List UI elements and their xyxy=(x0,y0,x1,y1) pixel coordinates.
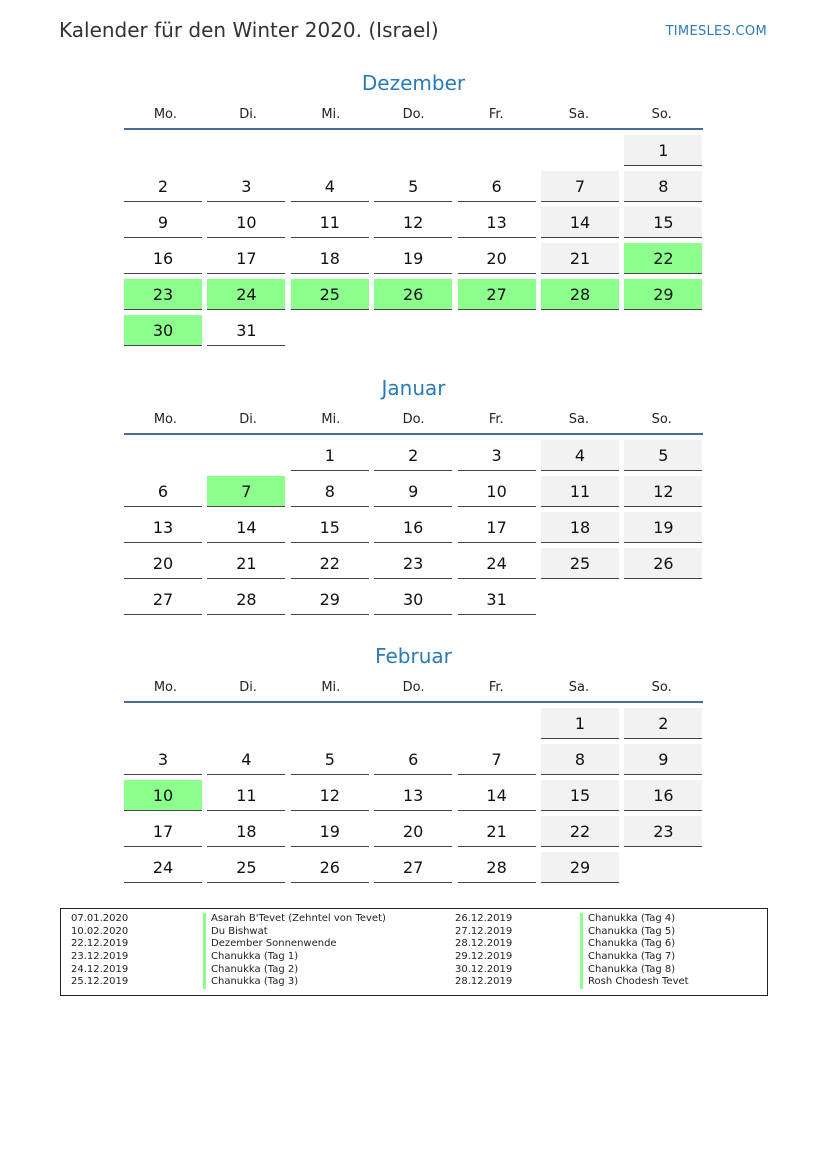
day-cell: 30 xyxy=(374,584,452,615)
legend-holiday-name: Chanukka (Tag 1) xyxy=(203,951,386,964)
legend-date: 30.12.2019 xyxy=(455,963,513,975)
weekday-label: Mo. xyxy=(153,680,177,695)
legend-date: 25.12.2019 xyxy=(71,976,129,988)
day-cell: 22 xyxy=(291,548,369,579)
brand-logo-text[interactable]: TIMESLES.COM xyxy=(665,24,767,39)
day-cell: 11 xyxy=(207,780,285,811)
legend-dates-left xyxy=(71,913,128,989)
day-cell: 9 xyxy=(124,207,202,238)
day-cell: 24 xyxy=(124,852,202,883)
legend-holiday-name: Rosh Chodesh Tevet xyxy=(580,976,689,989)
day-cell: 2 xyxy=(124,171,202,202)
weekday-label: Mo. xyxy=(153,412,177,427)
weekday-label: Sa. xyxy=(568,107,590,122)
day-cell: 22 xyxy=(541,816,619,847)
month-february xyxy=(124,641,703,888)
month-title: Februar xyxy=(375,644,452,668)
day-cell: 4 xyxy=(207,744,285,775)
day-cell: 14 xyxy=(207,512,285,543)
day-cell: 11 xyxy=(541,476,619,507)
day-cell: 31 xyxy=(207,315,285,346)
day-cell: 4 xyxy=(291,171,369,202)
legend-date: 24.12.2019 xyxy=(71,963,129,975)
legend-holiday-name: Du Bishwat xyxy=(203,926,386,939)
legend-holiday-name: Chanukka (Tag 8) xyxy=(580,964,689,977)
legend-holiday-name: Chanukka (Tag 7) xyxy=(580,951,689,964)
day-cell: 7 xyxy=(541,171,619,202)
weekday-label: Di. xyxy=(239,107,257,122)
weekday-label: Di. xyxy=(239,412,257,427)
month-december xyxy=(124,68,703,351)
day-cell: 18 xyxy=(541,512,619,543)
day-cell: 29 xyxy=(624,279,702,310)
day-cell: 27 xyxy=(374,852,452,883)
legend-date: 07.01.2020 xyxy=(71,913,129,924)
day-cell: 27 xyxy=(124,584,202,615)
day-cell: 8 xyxy=(624,171,702,202)
day-cell: 21 xyxy=(207,548,285,579)
day-cell: 1 xyxy=(291,440,369,471)
weekday-label: Mo. xyxy=(153,107,177,122)
weekday-label: So. xyxy=(651,107,672,122)
day-cell: 10 xyxy=(207,207,285,238)
weekday-label: Fr. xyxy=(488,107,504,122)
weekday-label: Mi. xyxy=(321,412,341,427)
month-title: Januar xyxy=(381,376,446,400)
day-cell: 26 xyxy=(374,279,452,310)
day-cell: 9 xyxy=(624,744,702,775)
legend-holiday-name: Chanukka (Tag 4) xyxy=(580,913,689,926)
legend-date: 27.12.2019 xyxy=(455,925,513,937)
weekday-header xyxy=(124,409,703,431)
day-cell: 29 xyxy=(291,584,369,615)
weekday-label: Fr. xyxy=(488,412,504,427)
day-cell: 5 xyxy=(624,440,702,471)
day-cell: 1 xyxy=(624,135,702,166)
day-grid xyxy=(124,135,703,351)
day-cell: 29 xyxy=(541,852,619,883)
day-cell: 9 xyxy=(374,476,452,507)
day-cell: 4 xyxy=(541,440,619,471)
header-rule xyxy=(124,701,703,703)
day-cell: 14 xyxy=(458,780,536,811)
day-cell: 3 xyxy=(124,744,202,775)
day-cell: 1 xyxy=(541,708,619,739)
legend-date: 28.12.2019 xyxy=(455,976,513,988)
day-cell: 3 xyxy=(458,440,536,471)
legend-holiday-name: Chanukka (Tag 2) xyxy=(203,964,386,977)
day-cell: 12 xyxy=(374,207,452,238)
day-cell: 10 xyxy=(124,780,202,811)
day-grid xyxy=(124,708,703,888)
day-cell: 11 xyxy=(291,207,369,238)
weekday-header xyxy=(124,104,703,126)
day-cell: 17 xyxy=(207,243,285,274)
page-title: Kalender für den Winter 2020. (Israel) xyxy=(59,18,439,42)
day-cell: 15 xyxy=(291,512,369,543)
month-title: Dezember xyxy=(361,71,466,95)
day-cell: 23 xyxy=(624,816,702,847)
day-cell: 23 xyxy=(124,279,202,310)
legend-date: 29.12.2019 xyxy=(455,951,513,963)
holiday-legend xyxy=(60,908,768,996)
day-grid xyxy=(124,440,703,620)
legend-date: 28.12.2019 xyxy=(455,938,513,950)
day-cell: 6 xyxy=(374,744,452,775)
legend-names-left xyxy=(203,913,386,989)
legend-holiday-name: Dezember Sonnenwende xyxy=(203,938,386,951)
day-cell: 15 xyxy=(541,780,619,811)
legend-date: 23.12.2019 xyxy=(71,951,129,963)
day-cell: 24 xyxy=(458,548,536,579)
weekday-label: So. xyxy=(651,412,672,427)
day-cell: 5 xyxy=(291,744,369,775)
day-cell: 17 xyxy=(124,816,202,847)
weekday-label: Mi. xyxy=(321,107,341,122)
weekday-label: Do. xyxy=(402,680,425,695)
day-cell: 13 xyxy=(124,512,202,543)
day-cell: 8 xyxy=(541,744,619,775)
day-cell: 28 xyxy=(458,852,536,883)
day-cell: 10 xyxy=(458,476,536,507)
day-cell: 26 xyxy=(291,852,369,883)
month-january xyxy=(124,373,703,620)
day-cell: 23 xyxy=(374,548,452,579)
day-cell: 16 xyxy=(124,243,202,274)
day-cell: 15 xyxy=(624,207,702,238)
day-cell: 7 xyxy=(207,476,285,507)
day-cell: 3 xyxy=(207,171,285,202)
legend-date: 26.12.2019 xyxy=(455,913,513,924)
day-cell: 25 xyxy=(207,852,285,883)
day-cell: 20 xyxy=(458,243,536,274)
weekday-label: Sa. xyxy=(568,680,590,695)
day-cell: 24 xyxy=(207,279,285,310)
legend-holiday-name: Chanukka (Tag 6) xyxy=(580,938,689,951)
day-cell: 31 xyxy=(458,584,536,615)
day-cell: 7 xyxy=(458,744,536,775)
day-cell: 28 xyxy=(541,279,619,310)
legend-holiday-name: Chanukka (Tag 3) xyxy=(203,976,386,989)
header-rule xyxy=(124,128,703,130)
day-cell: 27 xyxy=(458,279,536,310)
day-cell: 18 xyxy=(207,816,285,847)
legend-holiday-name: Asarah B'Tevet (Zehntel von Tevet) xyxy=(203,913,386,926)
day-cell: 12 xyxy=(624,476,702,507)
day-cell: 14 xyxy=(541,207,619,238)
day-cell: 19 xyxy=(624,512,702,543)
day-cell: 25 xyxy=(541,548,619,579)
day-cell: 12 xyxy=(291,780,369,811)
day-cell: 16 xyxy=(374,512,452,543)
day-cell: 6 xyxy=(124,476,202,507)
day-cell: 30 xyxy=(124,315,202,346)
day-cell: 26 xyxy=(624,548,702,579)
legend-names-right xyxy=(580,913,689,989)
day-cell: 20 xyxy=(124,548,202,579)
weekday-label: So. xyxy=(651,680,672,695)
day-cell: 13 xyxy=(458,207,536,238)
day-cell: 19 xyxy=(291,816,369,847)
weekday-label: Di. xyxy=(239,680,257,695)
day-cell: 2 xyxy=(624,708,702,739)
weekday-label: Fr. xyxy=(488,680,504,695)
day-cell: 28 xyxy=(207,584,285,615)
weekday-label: Sa. xyxy=(568,412,590,427)
day-cell: 20 xyxy=(374,816,452,847)
day-cell: 5 xyxy=(374,171,452,202)
day-cell: 8 xyxy=(291,476,369,507)
day-cell: 13 xyxy=(374,780,452,811)
legend-holiday-name: Chanukka (Tag 5) xyxy=(580,926,689,939)
legend-date: 22.12.2019 xyxy=(71,938,129,950)
day-cell: 21 xyxy=(458,816,536,847)
legend-dates-right xyxy=(455,913,512,989)
weekday-label: Mi. xyxy=(321,680,341,695)
day-cell: 2 xyxy=(374,440,452,471)
weekday-label: Do. xyxy=(402,412,425,427)
day-cell: 22 xyxy=(624,243,702,274)
day-cell: 25 xyxy=(291,279,369,310)
day-cell: 17 xyxy=(458,512,536,543)
weekday-header xyxy=(124,677,703,699)
header-rule xyxy=(124,433,703,435)
day-cell: 18 xyxy=(291,243,369,274)
legend-date: 10.02.2020 xyxy=(71,925,129,937)
day-cell: 19 xyxy=(374,243,452,274)
day-cell: 16 xyxy=(624,780,702,811)
weekday-label: Do. xyxy=(402,107,425,122)
day-cell: 21 xyxy=(541,243,619,274)
day-cell: 6 xyxy=(458,171,536,202)
